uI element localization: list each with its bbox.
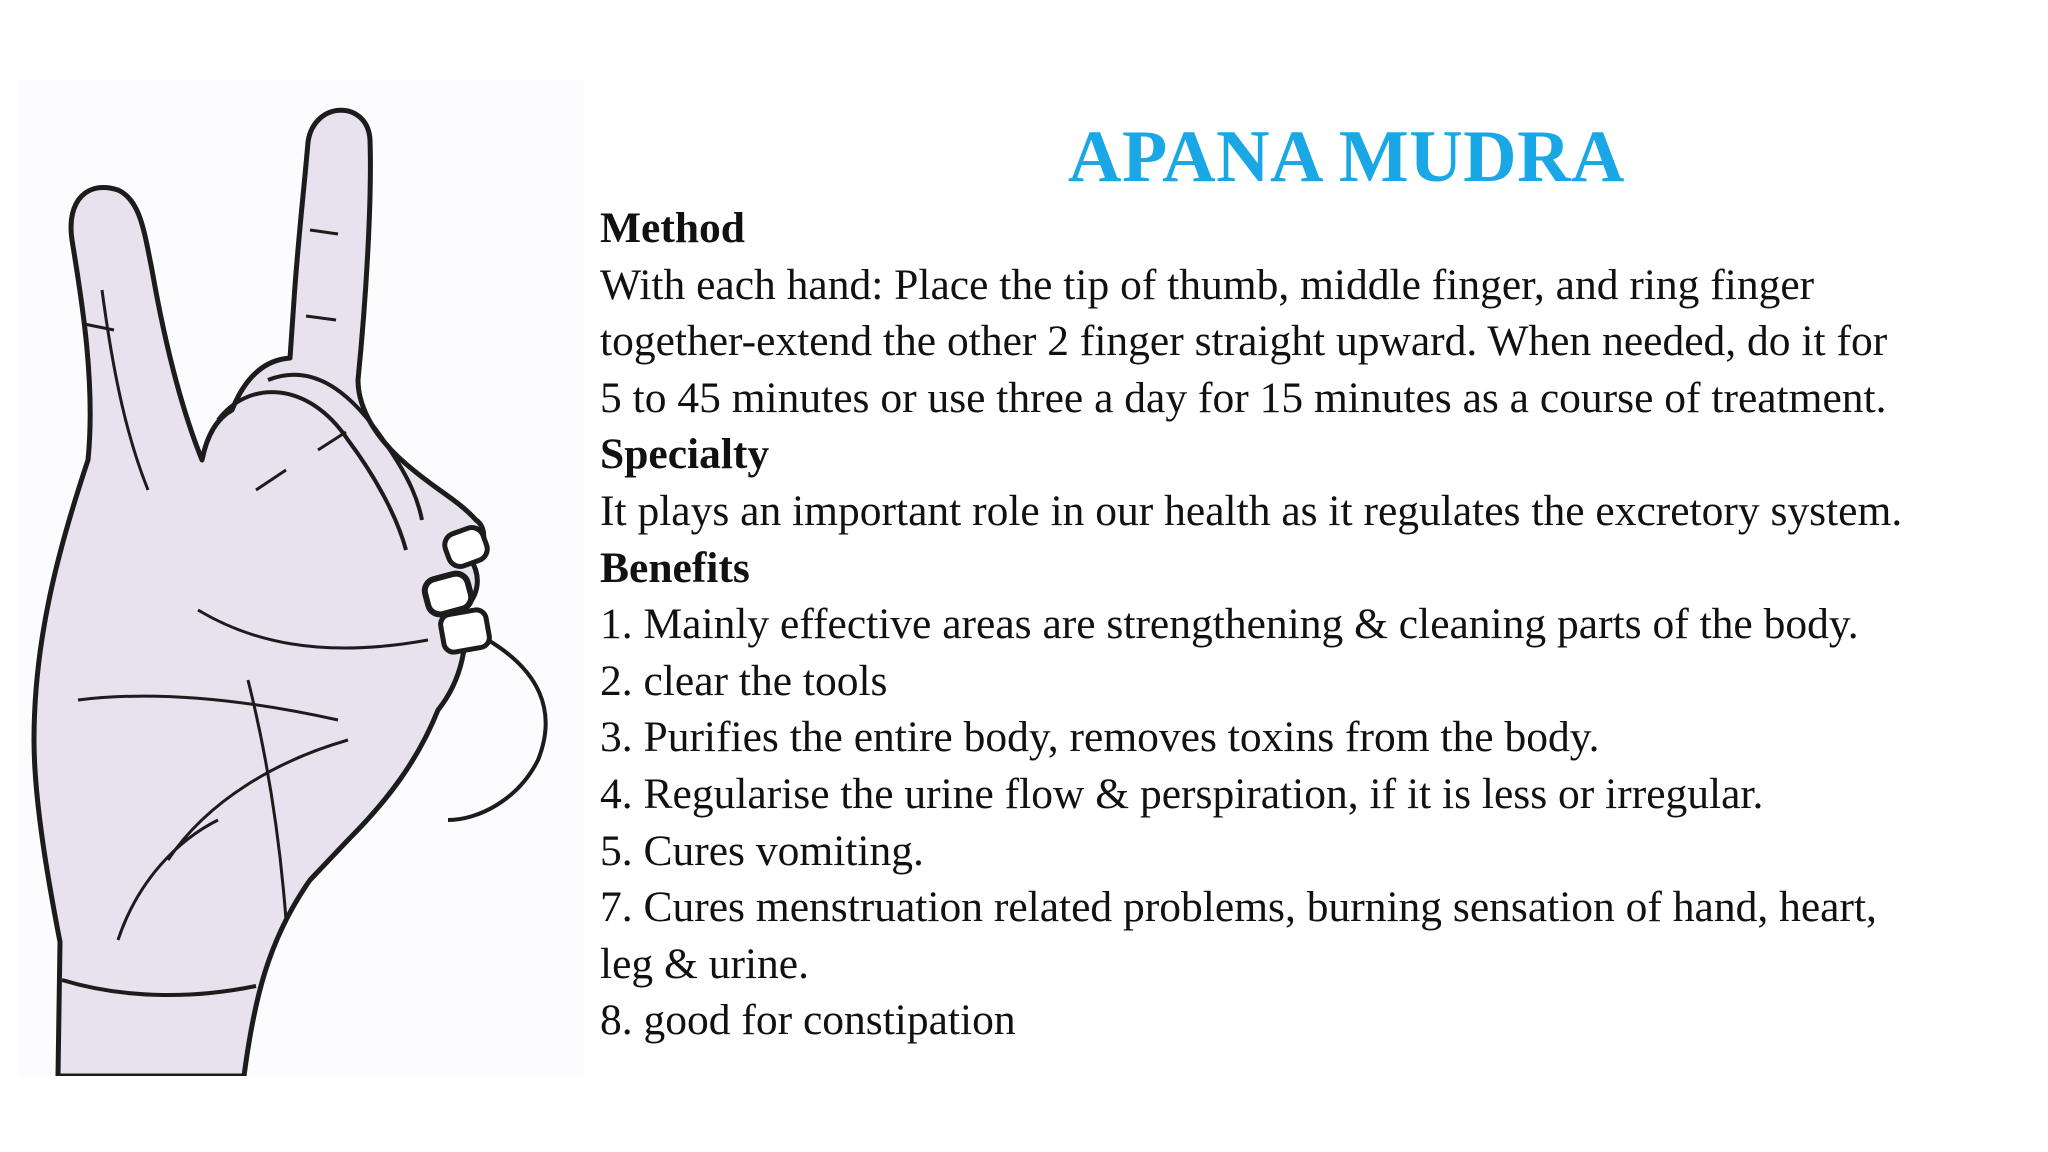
specialty-line-1: It plays an important role in our health as it regulates the excretory system. [600, 486, 1903, 535]
apana-mudra-hand-icon [18, 80, 584, 1076]
benefit-item-7: 7. Cures menstruation related problems, burning sensation of hand, heart, [600, 883, 1877, 932]
benefit-item-7-continued: leg & urine. [600, 939, 809, 988]
page-title: APANA MUDRA [1068, 116, 1625, 198]
benefit-item-8: 8. good for constipation [600, 996, 1016, 1045]
specialty-heading: Specialty [600, 430, 770, 479]
hand-illustration [18, 80, 584, 1076]
method-line-1: With each hand: Place the tip of thumb, middle finger, and ring finger [600, 260, 1815, 309]
method-line-2: together-extend the other 2 finger straight upward. When needed, do it for [600, 317, 1888, 366]
benefit-item-1: 1. Mainly effective areas are strengthening & cleaning parts of the body. [600, 600, 1859, 649]
benefit-item-4: 4. Regularise the urine flow & perspiration, if it is less or irregular. [600, 769, 1764, 818]
benefit-item-5: 5. Cures vomiting. [600, 826, 924, 875]
method-line-3: 5 to 45 minutes or use three a day for 15 minutes as a course of treatment. [600, 373, 1887, 422]
mudra-description [600, 200, 2030, 1049]
benefit-item-2: 2. clear the tools [600, 656, 888, 705]
hand-outline [34, 110, 484, 1076]
method-heading: Method [600, 204, 745, 252]
benefit-item-3: 3. Purifies the entire body, removes toxins from the body. [600, 713, 1600, 762]
benefits-heading: Benefits [600, 543, 750, 592]
thumbnail [439, 608, 491, 653]
